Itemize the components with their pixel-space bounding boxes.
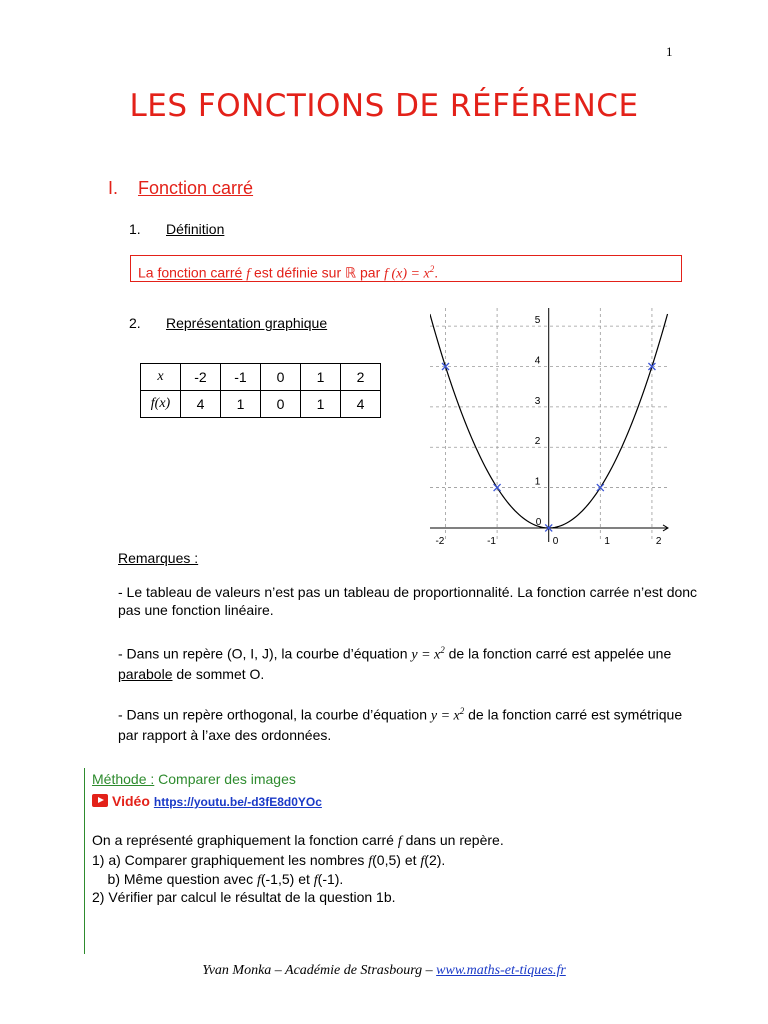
- equation: y = x: [430, 708, 460, 724]
- exercise-text: On a représenté graphiquement la fonction carré: [92, 832, 398, 848]
- definition-term: fonction carré: [157, 264, 243, 281]
- remark-text: de la fonction carré est appelée une: [444, 645, 672, 662]
- remarks-title: Remarques :: [118, 550, 199, 566]
- definition-end: .: [434, 264, 439, 281]
- section-number: I.: [108, 178, 119, 198]
- x-tick-label: -1: [487, 535, 497, 547]
- remark-text: - Dans un repère (O, I, J), la courbe d’équation: [118, 645, 412, 662]
- table-head-x: x: [141, 364, 181, 391]
- subsection-number: 2.: [129, 315, 141, 331]
- remark-text: de la fonction carré est symétrique par rapport à l’axe des ordonnées.: [118, 706, 683, 743]
- section-label: Fonction carré: [138, 178, 254, 198]
- y-tick-label: 3: [534, 395, 541, 407]
- video-line: [92, 793, 322, 809]
- remark-1: - Le tableau de valeurs n’est pas un tableau de proportionnalité. La fonction carrée n’est donc pas une fonction linéaire.: [118, 584, 698, 618]
- parabola-graph: [430, 306, 670, 552]
- values-table: [140, 363, 381, 418]
- exercise-text: (-1).: [317, 871, 344, 887]
- exercise-intro: [92, 831, 504, 851]
- page-title: LES FONCTIONS DE RÉFÉRENCE: [129, 88, 639, 124]
- x-tick-label: 2: [655, 535, 662, 547]
- exercise-text: (0,5) et: [372, 852, 421, 868]
- table-cell: 1: [221, 391, 261, 418]
- definition-box: [130, 255, 682, 282]
- definition-text: La: [138, 264, 158, 281]
- table-cell: 1: [301, 391, 341, 418]
- equation-exponent: 2: [440, 645, 445, 655]
- x-tick-label: 0: [552, 535, 559, 547]
- remark-text: de sommet O.: [172, 665, 265, 682]
- footer-text: Yvan Monka – Académie de Strasbourg –: [202, 963, 437, 978]
- table-cell: 0: [261, 391, 301, 418]
- table-cell: -1: [221, 364, 261, 391]
- method-label: Méthode :: [92, 771, 155, 787]
- subsection-label: Définition: [166, 221, 225, 237]
- function-name: f: [313, 873, 318, 888]
- remark-3: [118, 702, 698, 744]
- equation: y = x: [411, 647, 441, 663]
- exercise-text: b) Même question avec: [92, 871, 257, 887]
- section-title: [108, 178, 253, 199]
- parabola-term: parabole: [118, 665, 173, 682]
- exercise-text: dans un repère.: [401, 832, 504, 848]
- equation-exponent: 2: [459, 706, 465, 716]
- function-name: f: [256, 873, 261, 888]
- remark-text: - Dans un repère orthogonal, la courbe d’équation: [118, 706, 431, 723]
- y-tick-label: 4: [534, 355, 541, 367]
- table-cell: 1: [301, 364, 341, 391]
- table-cell: 0: [261, 364, 301, 391]
- table-row: [141, 391, 381, 418]
- table-row: [141, 364, 381, 391]
- table-cell: 4: [341, 391, 381, 418]
- origin-label: 0: [535, 516, 542, 528]
- footer-link[interactable]: www.maths-et-tiques.fr: [436, 963, 566, 978]
- definition-f: f: [246, 266, 251, 282]
- table-cell: 4: [181, 391, 221, 418]
- exercise-text: (-1,5) et: [260, 871, 314, 887]
- subsection-number: 1.: [129, 221, 141, 237]
- definition-exponent: 2: [429, 264, 435, 274]
- subsection-definition: [129, 221, 224, 237]
- y-tick-label: 1: [534, 476, 541, 488]
- function-name: f: [397, 834, 402, 849]
- table-cell: 2: [341, 364, 381, 391]
- method-margin-bar: [84, 768, 85, 954]
- table-cell: -2: [181, 364, 221, 391]
- method-name: Comparer des images: [154, 771, 296, 787]
- subsection-graph: [129, 315, 327, 331]
- function-name: f: [420, 854, 425, 869]
- video-link[interactable]: https://youtu.be/-d3fE8d0YOc: [153, 795, 322, 809]
- table-head-fx: f(x): [141, 391, 181, 418]
- y-tick-label: 2: [534, 436, 541, 448]
- exercise-text: 1) a) Comparer graphiquement les nombres: [92, 852, 369, 868]
- play-video-icon[interactable]: [92, 794, 108, 807]
- page-number: 1: [666, 44, 673, 59]
- y-tick-label: 5: [534, 315, 541, 327]
- video-label: Vidéo: [112, 793, 150, 809]
- function-name: f: [368, 854, 373, 869]
- question-2: 2) Vérifier par calcul le résultat de la question 1b.: [92, 889, 396, 905]
- exercise-text: (2).: [424, 852, 446, 868]
- method-title: [92, 771, 296, 787]
- footer: [0, 963, 768, 979]
- question-1a: [92, 851, 445, 871]
- definition-formula: f (x) = x: [384, 266, 430, 282]
- definition-mid: est définie sur ℝ par: [250, 264, 385, 281]
- x-tick-label: 1: [604, 535, 610, 547]
- remark-2: [118, 641, 698, 683]
- question-1b: [92, 870, 343, 890]
- subsection-label: Représentation graphique: [166, 315, 328, 331]
- x-tick-label: -2: [435, 535, 445, 547]
